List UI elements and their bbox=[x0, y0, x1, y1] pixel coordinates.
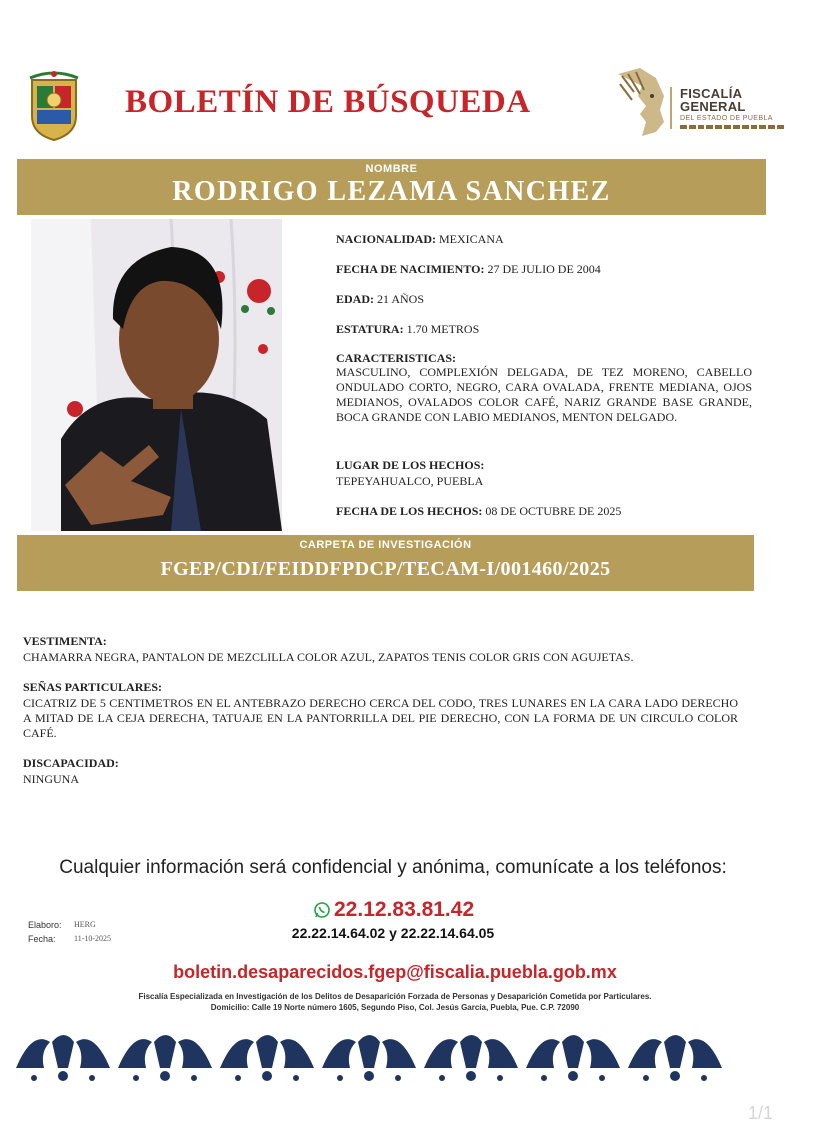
footer-address: Domicilio: Calle 19 Norte número 1605, Segundo Piso, Col. Jesús García, Puebla, Pue. C.P. 72090 bbox=[210, 1003, 580, 1012]
person-photo bbox=[31, 219, 282, 531]
footer-agency: Fiscalía Especializada en Investigación de los Delitos de Desaparición Forzada de Personas y Desaparición Cometida por Particulares. bbox=[138, 992, 652, 1001]
edad-value: 21 AÑOS bbox=[377, 292, 425, 306]
fecha-hechos-value: 08 DE OCTUBRE DE 2025 bbox=[485, 504, 622, 518]
fecha-value: 11-10-2025 bbox=[74, 934, 112, 943]
nacimiento-value: 27 DE JULIO DE 2004 bbox=[487, 262, 601, 276]
nacimiento-row: FECHA DE NACIMIENTO: 27 DE JULIO DE 2004 bbox=[336, 262, 601, 276]
edad-row: EDAD: 21 AÑOS bbox=[336, 292, 425, 306]
contact-email[interactable]: boletin.desaparecidos.fgep@fiscalia.puebla.gob.mx bbox=[173, 962, 617, 982]
estatura-value: 1.70 METROS bbox=[406, 322, 480, 336]
lugar-value: TEPEYAHUALCO, PUEBLA bbox=[336, 474, 484, 488]
carpeta-label: CARPETA DE INVESTIGACIÓN bbox=[299, 539, 472, 551]
senas-label: SEÑAS PARTICULARES: bbox=[23, 680, 163, 694]
talavera-pattern bbox=[14, 1028, 754, 1088]
logo-divider bbox=[670, 87, 672, 129]
vestimenta-label: VESTIMENTA: bbox=[23, 634, 107, 648]
fecha-hechos-row: FECHA DE LOS HECHOS: 08 DE OCTUBRE DE 2025 bbox=[336, 504, 622, 518]
whatsapp-icon bbox=[313, 901, 331, 919]
elaboro-value: HERG bbox=[74, 920, 96, 929]
carpeta-band bbox=[17, 535, 754, 591]
caracteristicas-value: MASCULINO, COMPLEXIÓN DELGADA, DE TEZ MORENO, CABELLO ONDULADO CORTO, NEGRO, CARA OVALADA, FRENTE MEDIANA, OJOS MEDIANOS, OVALADOS COLOR CAFÉ, NARIZ GRANDE BASE GRANDE, BOCA GRANDE CON LABIO MEDIANOS, MENTON DELGADO. bbox=[336, 365, 752, 424]
caracteristicas-label: CARACTERISTICAS: bbox=[336, 351, 457, 365]
state-crest-icon bbox=[26, 70, 82, 142]
name-band bbox=[17, 159, 766, 215]
person-name: RODRIGO LEZAMA SANCHEZ bbox=[172, 176, 611, 207]
discapacidad-label: DISCAPACIDAD: bbox=[23, 756, 119, 770]
bulletin-title: BOLETÍN DE BÚSQUEDA bbox=[125, 84, 531, 120]
elaboro-row: Elaboro: HERG bbox=[28, 920, 96, 930]
fiscalia-wordmark: FISCALÍA GENERAL DEL ESTADO DE PUEBLA bbox=[680, 86, 773, 122]
other-phones[interactable]: 22.22.14.64.02 y 22.22.14.64.05 bbox=[291, 925, 495, 941]
estatura-row: ESTATURA: 1.70 METROS bbox=[336, 322, 480, 336]
page-indicator: 1/1 bbox=[748, 1103, 774, 1123]
main-phone-number: 22.12.83.81.42 bbox=[334, 898, 475, 921]
nacionalidad-row: NACIONALIDAD: MEXICANA bbox=[336, 232, 504, 246]
fecha-row: Fecha: 11-10-2025 bbox=[28, 934, 112, 944]
logo-pattern bbox=[680, 125, 784, 130]
name-label: NOMBRE bbox=[365, 163, 418, 175]
senas-value: CICATRIZ DE 5 CENTIMETROS EN EL ANTEBRAZO DERECHO CERCA DEL CODO, TRES LUNARES EN LA CARA LADO DERECHO A MITAD DE LA CEJA DERECHA, TATUAJE EN LA PANTORRILLA DEL PIE DERECHO, CON LA FORMA DE UN CIRCULO COLOR CAFÉ. bbox=[23, 696, 738, 740]
main-phone[interactable] bbox=[313, 898, 474, 922]
nacionalidad-value: MEXICANA bbox=[439, 232, 504, 246]
carpeta-number: FGEP/CDI/FEIDDFPDCP/TECAM-I/001460/2025 bbox=[160, 558, 611, 580]
discapacidad-value: NINGUNA bbox=[23, 772, 79, 786]
lugar-label: LUGAR DE LOS HECHOS: bbox=[336, 458, 485, 472]
vestimenta-value: CHAMARRA NEGRA, PANTALON DE MEZCLILLA COLOR AZUL, ZAPATOS TENIS COLOR GRIS CON AGUJETAS. bbox=[23, 650, 634, 664]
contact-call-to-action: Cualquier información será confidencial y anónima, comunícate a los teléfonos: bbox=[59, 857, 727, 878]
